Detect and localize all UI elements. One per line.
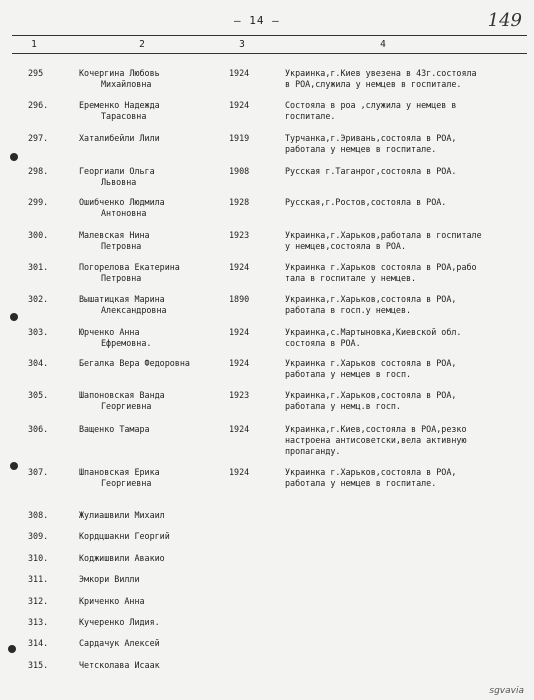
person-name-line: Малевская Нина (79, 230, 150, 240)
description-line: Украинка,с.Мартыновка,Киевской обл. (285, 327, 462, 337)
description-line: Украинка г.Харьков состояла в РОА, (285, 358, 457, 368)
column-header-3: 3 (239, 39, 245, 50)
birth-year: 1923 (229, 390, 250, 400)
person-name (79, 596, 224, 607)
header-top-rule (12, 35, 527, 36)
row-number: 300. (28, 230, 49, 240)
person-name (79, 166, 224, 188)
birth-year: 1928 (229, 197, 250, 207)
description-line: работала у немц.в госп. (285, 401, 401, 411)
table-row (0, 68, 534, 98)
row-number: 304. (28, 358, 49, 368)
column-header-4: 4 (380, 39, 386, 50)
description-line: Русская,г.Ростов,состояла в РОА. (285, 197, 447, 207)
person-name (79, 638, 224, 649)
description-line: состояла в РОА. (285, 338, 361, 348)
table-row (0, 197, 534, 227)
person-name (79, 100, 224, 122)
description-line: настроена антисоветски,вела активную (285, 435, 467, 445)
row-number: 306. (28, 424, 49, 434)
person-name-line: Эмкори Вилли (79, 574, 140, 584)
table-row (0, 424, 534, 454)
row-number: 298. (28, 166, 49, 176)
person-description (285, 390, 525, 412)
person-name-line: Антоновна (101, 208, 147, 218)
description-line: Украинка,г.Киев,состояла в РОА,резко (285, 424, 467, 434)
table-row (0, 390, 534, 420)
column-header-2: 2 (139, 39, 145, 50)
person-name (79, 510, 224, 521)
row-number: 313. (28, 617, 49, 627)
table-row (0, 230, 534, 260)
person-name (79, 467, 224, 489)
row-number: 296. (28, 100, 49, 110)
row-number: 315. (28, 660, 49, 670)
person-name (79, 327, 224, 349)
table-row (0, 133, 534, 163)
person-name-line: Шапоновская Ванда (79, 390, 165, 400)
person-name-line: Тарасовна (101, 111, 147, 121)
row-number: 312. (28, 596, 49, 606)
person-description (285, 197, 525, 208)
birth-year: 1923 (229, 230, 250, 240)
person-name-line: Георгиевна (101, 478, 152, 488)
table-row (0, 327, 534, 357)
person-name (79, 574, 224, 585)
person-name-line: Петровна (101, 273, 142, 283)
row-number: 314. (28, 638, 49, 648)
person-description (285, 327, 525, 349)
row-number: 299. (28, 197, 49, 207)
table-row (0, 660, 534, 690)
person-name-line: Шпановская Ерика (79, 467, 160, 477)
birth-year: 1919 (229, 133, 250, 143)
person-name-line: Александровна (101, 305, 167, 315)
description-line: работала у немцев в госпитале. (285, 478, 437, 488)
birth-year: 1924 (229, 68, 250, 78)
person-name-line: Георгиали Ольга (79, 166, 155, 176)
row-number: 305. (28, 390, 49, 400)
person-description (285, 294, 525, 316)
column-header-1: 1 (31, 39, 37, 50)
person-name-line: Хаталибейли Лили (79, 133, 160, 143)
page-number: – 14 – (234, 14, 280, 27)
description-line: госпитале. (285, 111, 336, 121)
row-number: 311. (28, 574, 49, 584)
person-name-line: Михайловна (101, 79, 152, 89)
person-name-line: Петровна (101, 241, 142, 251)
person-name (79, 133, 224, 144)
row-number: 301. (28, 262, 49, 272)
description-line: Украинка,г.Харьков,работала в госпитале (285, 230, 482, 240)
description-line: Украинка г.Харьков состояла в РОА,рабо (285, 262, 477, 272)
person-description (285, 68, 525, 90)
header-bottom-rule (12, 53, 527, 54)
person-name (79, 197, 224, 219)
person-name (79, 531, 224, 542)
punch-hole-mark (10, 313, 18, 321)
person-name (79, 358, 224, 369)
person-name-line: Еременко Надежда (79, 100, 160, 110)
person-description (285, 166, 525, 177)
punch-hole-mark (10, 462, 18, 470)
punch-hole-mark (10, 153, 18, 161)
person-description (285, 230, 525, 252)
person-name (79, 68, 224, 90)
person-name-line: Кучеренко Лидия. (79, 617, 160, 627)
person-name (79, 424, 224, 435)
person-description (285, 358, 525, 380)
table-row (0, 467, 534, 497)
birth-year: 1890 (229, 294, 250, 304)
description-line: Украинка,г.Киев увезена в 43г.состояла (285, 68, 477, 78)
description-line: работала у немцев в госпитале. (285, 144, 437, 154)
person-name-line: Вышатицкая Марина (79, 294, 165, 304)
person-name-line: Погорелова Екатерина (79, 262, 180, 272)
description-line: Украинка,г.Харьков,состояла в РОА, (285, 294, 457, 304)
person-name (79, 230, 224, 252)
person-name (79, 660, 224, 671)
description-line: Украинка,г.Харьков,состояла в РОА, (285, 390, 457, 400)
description-line: Украинка г.Харьков,состояла в РОА, (285, 467, 457, 477)
birth-year: 1924 (229, 358, 250, 368)
table-row (0, 294, 534, 324)
row-number: 308. (28, 510, 49, 520)
description-line: пропаганду. (285, 446, 341, 456)
description-line: в РОА,служила у немцев в госпитале. (285, 79, 462, 89)
person-name-line: Георгиевна (101, 401, 152, 411)
person-name-line: Ващенко Тамара (79, 424, 150, 434)
birth-year: 1908 (229, 166, 250, 176)
person-description (285, 100, 525, 122)
birth-year: 1924 (229, 424, 250, 434)
person-name-line: Коджишвили Авакио (79, 553, 165, 563)
table-row (0, 100, 534, 130)
person-name-line: Львовна (101, 177, 137, 187)
birth-year: 1924 (229, 467, 250, 477)
row-number: 309. (28, 531, 49, 541)
description-line: у немцев,состояла в РОА. (285, 241, 407, 251)
description-line: работала в госп.у немцев. (285, 305, 412, 315)
description-line: Русская г.Таганрог,состояла в РОА. (285, 166, 457, 176)
description-line: тала в госпитале у немцев. (285, 273, 417, 283)
birth-year: 1924 (229, 100, 250, 110)
person-name-line: Юрченко Анна (79, 327, 140, 337)
person-description (285, 133, 525, 155)
birth-year: 1924 (229, 327, 250, 337)
row-number: 295 (28, 68, 44, 78)
row-number: 307. (28, 467, 49, 477)
person-description (285, 467, 525, 489)
person-name (79, 553, 224, 564)
person-name (79, 294, 224, 316)
person-name-line: Четсколава Исаак (79, 660, 160, 670)
person-name-line: Ефремовна. (101, 338, 152, 348)
person-name (79, 262, 224, 284)
handwritten-page-number: 149 (487, 10, 522, 31)
person-name-line: Кордцшакни Георгий (79, 531, 170, 541)
row-number: 310. (28, 553, 49, 563)
person-name-line: Криченко Анна (79, 596, 145, 606)
person-description (285, 424, 525, 457)
person-name (79, 617, 224, 628)
table-row (0, 166, 534, 196)
table-row (0, 262, 534, 292)
person-name-line: Жулиашвили Михаил (79, 510, 165, 520)
row-number: 303. (28, 327, 49, 337)
person-name-line: Бегалка Вера Федоровна (79, 358, 190, 368)
table-row (0, 358, 534, 388)
row-number: 302. (28, 294, 49, 304)
person-name-line: Сардачук Алексей (79, 638, 160, 648)
row-number: 297. (28, 133, 49, 143)
description-line: Турчанка,г.Эривань,состояла в РОА, (285, 133, 457, 143)
description-line: Состояла в роа ,служила у немцев в (285, 100, 457, 110)
person-description (285, 262, 525, 284)
punch-hole-mark (8, 645, 16, 653)
person-name (79, 390, 224, 412)
description-line: работала у немцев в госп. (285, 369, 412, 379)
watermark: sgvavia (489, 686, 524, 696)
birth-year: 1924 (229, 262, 250, 272)
person-name-line: Ошибченко Людмила (79, 197, 165, 207)
person-name-line: Кочергина Любовь (79, 68, 160, 78)
